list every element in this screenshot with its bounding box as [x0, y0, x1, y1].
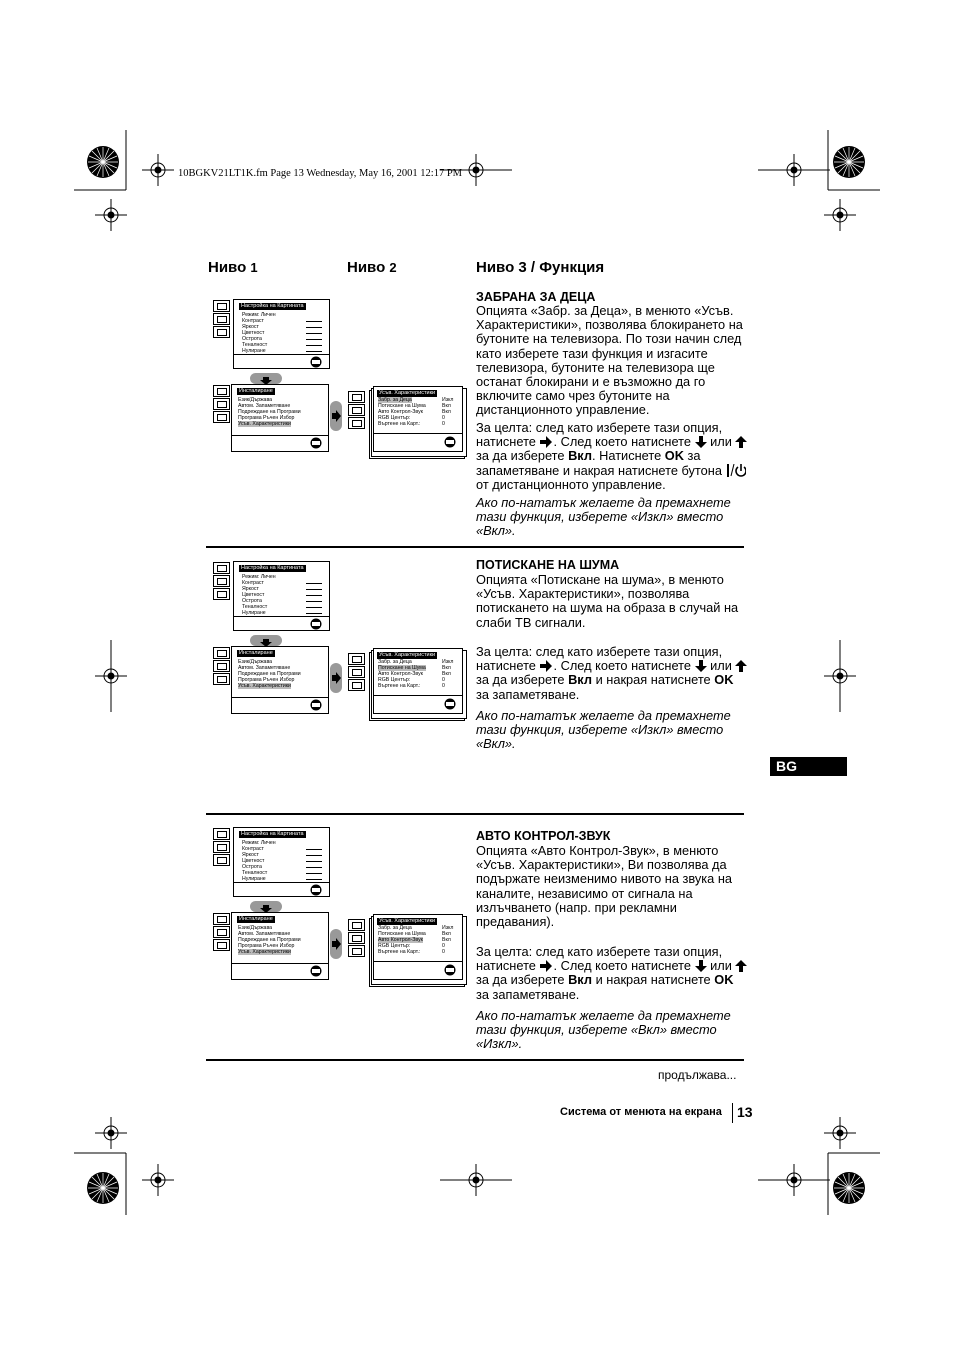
level-slider — [306, 879, 322, 880]
menu-item: Цветност — [242, 592, 265, 598]
right-arrow-icon — [539, 436, 553, 448]
menu-item: Теналност — [242, 870, 268, 876]
menu-tab-icon — [348, 404, 365, 416]
menu-item: Автом. Запаметяване — [238, 665, 291, 671]
right-arrow-icon — [330, 663, 342, 693]
language-tab: BG — [770, 757, 847, 776]
menu-tab-icon — [213, 562, 230, 574]
menu-tab-icon — [213, 313, 230, 325]
menu-item: RGB Център: — [378, 677, 411, 683]
level-slider — [306, 873, 322, 874]
column-heading-level2 — [347, 259, 397, 276]
menu-divider — [374, 961, 462, 962]
menu-tab-icon — [213, 385, 230, 397]
level-slider — [306, 607, 322, 608]
menu-divider — [374, 695, 462, 696]
menu-item: Теналност — [242, 342, 268, 348]
menu-tab-icon — [213, 326, 230, 338]
section-title-child-lock: ЗАБРАНА ЗА ДЕЦА — [476, 290, 596, 304]
column-heading-level1 — [208, 259, 258, 276]
menu-item: Острота — [242, 598, 262, 604]
features-menu — [373, 648, 463, 714]
down-arrow-icon — [250, 373, 282, 384]
continues-label: продължава... — [658, 1068, 737, 1082]
level-slider — [306, 333, 322, 334]
level1-label: Ниво — [208, 259, 247, 276]
menu-tab-icon — [213, 841, 230, 853]
up-arrow-icon — [735, 960, 747, 972]
level1-number: 1 — [250, 260, 258, 275]
menu-item: Острота — [242, 336, 262, 342]
footer-title: Система от менюта на екрана — [560, 1106, 722, 1118]
menu-value: Вкл — [442, 931, 451, 937]
level-slider — [306, 855, 322, 856]
page-number: 13 — [737, 1104, 753, 1120]
menu-item: Усъв. Характеристики — [238, 683, 291, 689]
menu-value: Вкл — [442, 409, 451, 415]
menu-item: Забр. за Деца — [378, 659, 412, 665]
menu-tab-icon — [213, 398, 230, 410]
right-arrow-icon — [539, 960, 553, 972]
section-steps-noise-reduction: За целта: след като изберете тази опция, натиснете . След което натиснете или за да изберете Вкл и накрая натиснете OK за запаметяване. — [476, 645, 748, 702]
menu-tab-icon — [213, 300, 230, 312]
menu-value: Вкл — [442, 403, 451, 409]
menu-item: Забр. за Деца — [378, 925, 412, 931]
menu-item: Режим: Личен — [242, 312, 276, 318]
ok-button-icon — [444, 964, 456, 976]
up-arrow-icon — [735, 436, 747, 448]
menu-item: Авто Контрол-Звук — [378, 409, 423, 415]
menu-value: 0 — [442, 949, 445, 955]
menu-title: Настройка на Картината — [241, 303, 304, 309]
menu-title: Усъв. Характеристики — [379, 918, 436, 924]
menu-item: Нулиране — [242, 876, 266, 882]
level-slider — [306, 589, 322, 590]
menu-item: Авто Контрол-Звук — [378, 937, 423, 943]
menu-item: Език/Държава — [238, 659, 273, 665]
menu-item: Цветност — [242, 330, 265, 336]
picture-menu — [233, 299, 330, 369]
level-slider — [306, 583, 322, 584]
menu-divider — [232, 697, 328, 698]
menu-divider — [234, 616, 329, 617]
level-slider — [306, 345, 322, 346]
menu-tab-icon — [213, 588, 230, 600]
menu-title: Инсталиране — [239, 916, 273, 922]
down-arrow-icon — [250, 901, 282, 912]
menu-item: RGB Център: — [378, 943, 411, 949]
section-steps-auto-volume: За целта: след като изберете тази опция, натиснете . След което натиснете или за да изберете Вкл и накрая натиснете OK за запаметяване. — [476, 945, 748, 1002]
menu-item: Потискане на Шумa — [378, 403, 426, 409]
down-arrow-icon — [695, 660, 707, 672]
level-slider — [306, 613, 322, 614]
section-note-auto-volume: Ако по-нататък желаете да премахнете тази функция, изберете «Вкл» вместо «Изкл». — [476, 1008, 731, 1052]
menu-value: Вкл — [442, 665, 451, 671]
menu-divider — [234, 354, 329, 355]
ok-button-icon — [310, 437, 322, 449]
menu-tab-icon — [348, 653, 365, 665]
right-arrow-icon — [330, 929, 342, 959]
menu-item: Потискане на Шумa — [378, 665, 426, 671]
ok-button-icon — [310, 356, 322, 368]
menu-tab-icon — [348, 919, 365, 931]
level-slider — [306, 339, 322, 340]
menu-title: Усъв. Характеристики — [379, 652, 436, 658]
features-menu — [373, 914, 463, 980]
menu-item: Забр. за Деца — [378, 397, 412, 403]
menu-tab-icon — [213, 913, 230, 925]
menu-item: Потискане на Шумa — [378, 931, 426, 937]
menu-item: Контраст — [242, 846, 264, 852]
section-note-child-lock: Ако по-нататък желаете да премахнете тази функция, изберете «Изкл» вместо «Вкл». — [476, 495, 731, 539]
power-icon — [726, 464, 746, 477]
menu-value: Вкл — [442, 671, 451, 677]
menu-item: Режим: Личен — [242, 840, 276, 846]
menu-item: Острота — [242, 864, 262, 870]
down-arrow-icon — [695, 960, 707, 972]
level2-number: 2 — [389, 260, 397, 275]
menu-item: Цветност — [242, 858, 265, 864]
ok-button-icon — [310, 618, 322, 630]
menu-item: Теналност — [242, 604, 268, 610]
level-slider — [306, 351, 322, 352]
menu-item: Програма Ръчен Избор — [238, 677, 295, 683]
section-intro-noise-reduction: Опцията «Потискане на шума», в менюто «Усъв. Характеристики», позволява потискането на шума на образа в случай на слаби ТВ сигнали. — [476, 572, 739, 630]
menu-title: Инсталиране — [239, 650, 273, 656]
menu-tab-icon — [213, 647, 230, 659]
menu-item: Програма Ръчен Избор — [238, 415, 295, 421]
menu-divider — [232, 435, 328, 436]
menu-value: Изкл — [442, 925, 454, 931]
menu-value: 0 — [442, 421, 445, 427]
menu-tab-icon — [348, 932, 365, 944]
section-divider — [206, 1059, 744, 1061]
menu-item: Автом. Запаметяване — [238, 931, 291, 937]
menu-item: Яркост — [242, 324, 259, 330]
menu-item: Усъв. Характеристики — [238, 949, 291, 955]
menu-item: Нулиране — [242, 610, 266, 616]
menu-item: RGB Център: — [378, 415, 411, 421]
menu-item: Език/Държава — [238, 397, 273, 403]
section-note-noise-reduction: Ако по-нататък желаете да премахнете тази функция, изберете «Изкл» вместо «Вкл». — [476, 708, 731, 752]
menu-tab-icon — [213, 660, 230, 672]
menu-title: Настройка на Картината — [241, 831, 304, 837]
menu-tab-icon — [213, 673, 230, 685]
level-slider — [306, 327, 322, 328]
menu-item: Нулиране — [242, 348, 266, 354]
ok-button-icon — [310, 965, 322, 977]
section-intro-child-lock: Опцията «Забр. за Деца», в менюто «Усъв. Характеристики», позволява блокирането на бутоните на телевизора. По този начин след като изберете тази функция и изгасите телевизора, бутоните на телевизора ще останат блокирани и е възможно да го включите само чрез бутоните на дистанционното управление. — [476, 303, 743, 418]
section-title-noise-reduction: ПОТИСКАНЕ НА ШУМА — [476, 558, 620, 572]
menu-title: Усъв. Характеристики — [379, 390, 436, 396]
menu-divider — [232, 963, 328, 964]
install-menu — [231, 646, 329, 714]
section-divider — [206, 546, 744, 548]
picture-menu — [233, 561, 330, 631]
menu-item: Език/Държава — [238, 925, 273, 931]
right-arrow-icon — [330, 401, 342, 431]
menu-item: Контраст — [242, 580, 264, 586]
menu-tab-icon — [213, 926, 230, 938]
right-arrow-icon — [539, 660, 553, 672]
menu-item: Въртене на Карт.: — [378, 683, 421, 689]
menu-item: Контраст — [242, 318, 264, 324]
section-steps-child-lock: За целта: след като изберете тази опция, натиснете . След което натиснете или за да изберете Вкл. Натиснете OK за запаметяване и накрая натиснете бутона от дистанционното управление. — [476, 421, 748, 492]
level-slider — [306, 849, 322, 850]
features-menu — [373, 386, 463, 452]
ok-button-icon — [444, 436, 456, 448]
ok-button-icon — [310, 699, 322, 711]
menu-tab-icon — [348, 417, 365, 429]
menu-value: 0 — [442, 415, 445, 421]
level-slider — [306, 861, 322, 862]
down-arrow-icon — [695, 436, 707, 448]
menu-item: Яркост — [242, 586, 259, 592]
menu-value: Вкл — [442, 937, 451, 943]
level2-label: Ниво — [347, 259, 386, 276]
install-menu — [231, 384, 329, 452]
menu-tab-icon — [348, 945, 365, 957]
picture-menu — [233, 827, 330, 897]
menu-item: Въртене на Карт.: — [378, 421, 421, 427]
menu-tab-icon — [348, 666, 365, 678]
menu-item: Режим: Личен — [242, 574, 276, 580]
level-slider — [306, 601, 322, 602]
menu-item: Яркост — [242, 852, 259, 858]
menu-value: 0 — [442, 683, 445, 689]
section-divider — [206, 813, 744, 815]
menu-item: Усъв. Характеристики — [238, 421, 291, 427]
menu-tab-icon — [213, 854, 230, 866]
menu-item: Подреждане на Програми — [238, 409, 301, 415]
menu-item: Авто Контрол-Звук — [378, 671, 423, 677]
menu-value: Изкл — [442, 659, 454, 665]
footer-divider — [732, 1103, 733, 1123]
menu-title: Настройка на Картината — [241, 565, 304, 571]
menu-title: Инсталиране — [239, 388, 273, 394]
menu-tab-icon — [213, 939, 230, 951]
menu-tab-icon — [348, 391, 365, 403]
print-header: 10BGKV21LT1K.fm Page 13 Wednesday, May 16, 2001 12:17 PM — [178, 168, 463, 179]
menu-divider — [234, 882, 329, 883]
section-title-auto-volume: АВТО КОНТРОЛ-ЗВУК — [476, 829, 611, 843]
up-arrow-icon — [735, 660, 747, 672]
ok-button-icon — [310, 884, 322, 896]
menu-item: Подреждане на Програми — [238, 671, 301, 677]
menu-value: 0 — [442, 677, 445, 683]
section-intro-auto-volume: Опцията «Авто Контрол-Звук», в менюто «Усъв. Характеристики», Ви позволява да подържате неизменимо нивото на звука на каналите, независимо от сигнала на излъчването (напр. при рекламни предавания). — [476, 843, 733, 930]
column-heading-level3: Ниво 3 / Функция — [476, 259, 605, 276]
menu-tab-icon — [213, 411, 230, 423]
menu-tab-icon — [213, 828, 230, 840]
install-menu — [231, 912, 329, 980]
menu-value: 0 — [442, 943, 445, 949]
menu-item: Програма Ръчен Избор — [238, 943, 295, 949]
menu-tab-icon — [213, 575, 230, 587]
level-slider — [306, 595, 322, 596]
menu-tab-icon — [348, 679, 365, 691]
ok-button-icon — [444, 698, 456, 710]
menu-divider — [374, 433, 462, 434]
level-slider — [306, 867, 322, 868]
menu-item: Автом. Запаметяване — [238, 403, 291, 409]
level-slider — [306, 321, 322, 322]
menu-item: Подреждане на Програми — [238, 937, 301, 943]
menu-item: Въртене на Карт.: — [378, 949, 421, 955]
down-arrow-icon — [250, 635, 282, 646]
menu-value: Изкл — [442, 397, 454, 403]
